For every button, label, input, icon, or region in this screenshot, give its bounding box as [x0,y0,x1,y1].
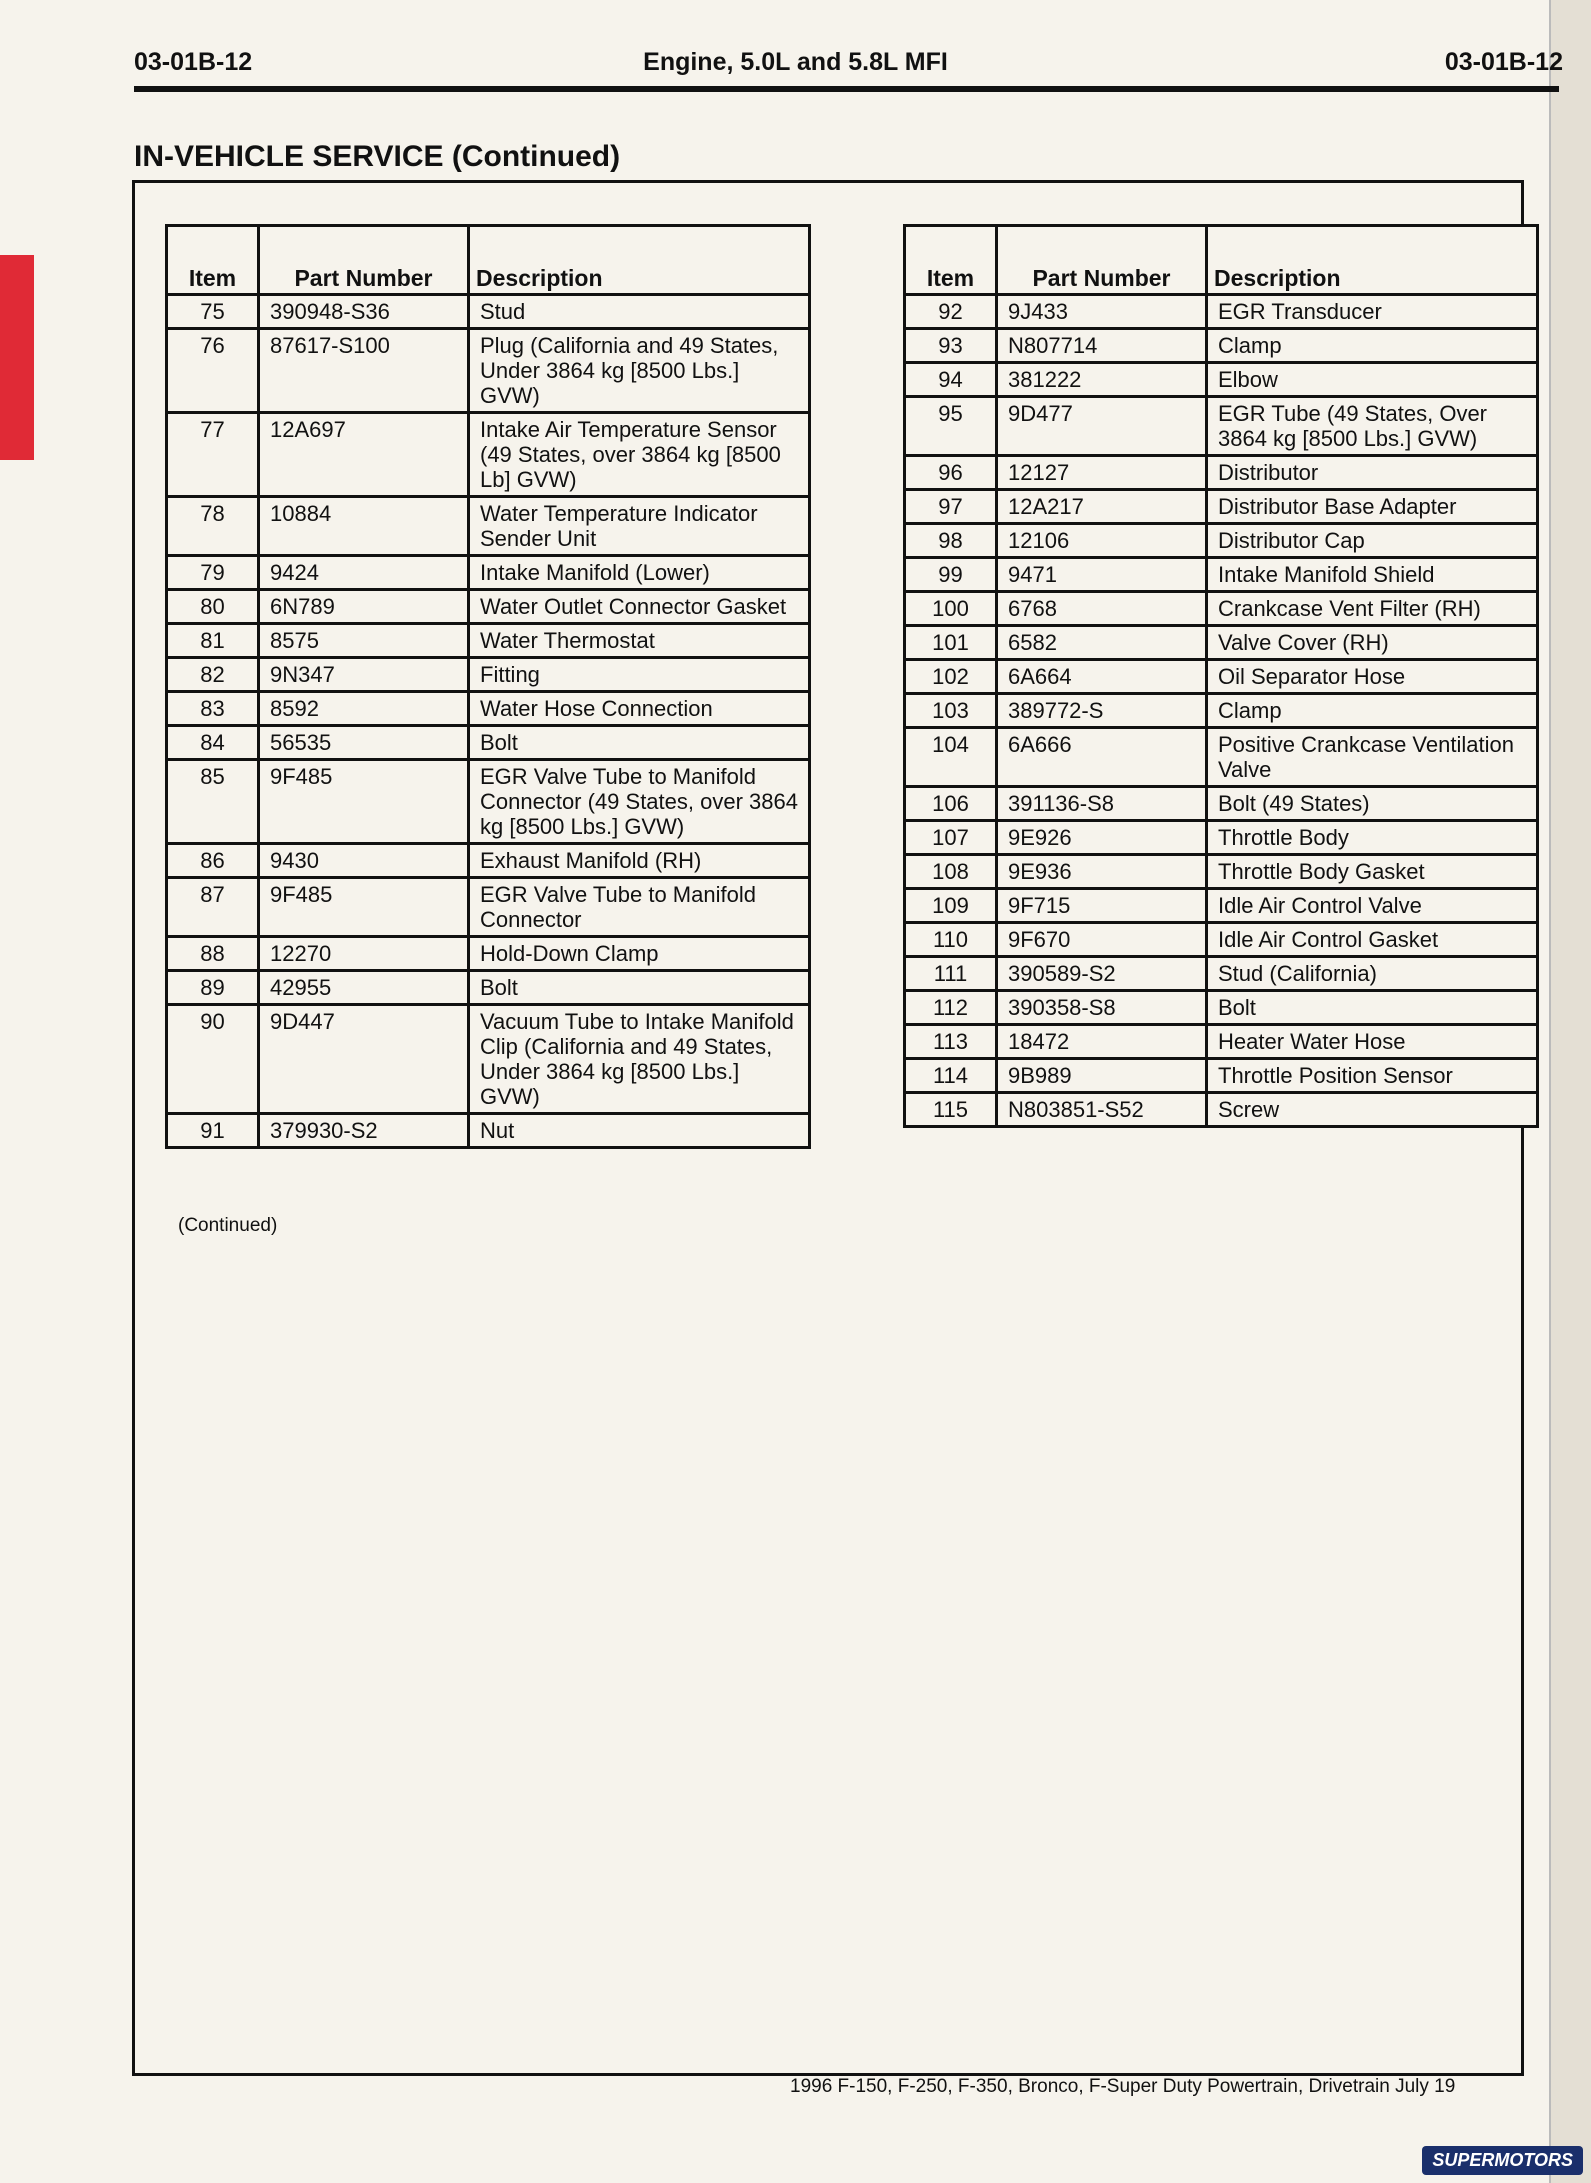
part-number-cell: 9F485 [259,760,469,844]
table-row [905,397,1538,456]
item-cell: 101 [905,626,997,660]
item-cell: 114 [905,1059,997,1093]
table-row [905,694,1538,728]
description-cell: Distributor [1207,456,1538,490]
item-cell: 75 [167,295,259,329]
part-number-cell: 42955 [259,971,469,1005]
part-number-cell: 390358-S8 [997,991,1207,1025]
description-cell: Vacuum Tube to Intake Manifold Clip (California and 49 States, Under 3864 kg [8500 Lbs.] GVW) [469,1005,810,1114]
description-cell: Intake Air Temperature Sensor (49 States, over 3864 kg [8500 Lb] GVW) [469,413,810,497]
description-cell: Idle Air Control Gasket [1207,923,1538,957]
part-number-cell: 390589-S2 [997,957,1207,991]
part-number-cell: 9F670 [997,923,1207,957]
item-cell: 89 [167,971,259,1005]
part-number-cell: 9D477 [997,397,1207,456]
table-row [905,592,1538,626]
item-cell: 77 [167,413,259,497]
table-row [905,363,1538,397]
description-cell: EGR Valve Tube to Manifold Connector [469,878,810,937]
item-cell: 115 [905,1093,997,1127]
description-cell: Exhaust Manifold (RH) [469,844,810,878]
part-number-cell: 6582 [997,626,1207,660]
description-cell: Plug (California and 49 States, Under 3864 kg [8500 Lbs.] GVW) [469,329,810,413]
description-cell: EGR Valve Tube to Manifold Connector (49 States, over 3864 kg [8500 Lbs.] GVW) [469,760,810,844]
description-cell: Screw [1207,1093,1538,1127]
description-cell: Bolt [469,726,810,760]
table-row [167,937,810,971]
part-number-cell: 381222 [997,363,1207,397]
parts-table-left [165,224,811,1149]
table-row [167,295,810,329]
description-cell: Valve Cover (RH) [1207,626,1538,660]
description-cell: Water Hose Connection [469,692,810,726]
part-number-cell: 9B989 [997,1059,1207,1093]
item-cell: 94 [905,363,997,397]
site-watermark-logo: SUPERMOTORS [1422,2146,1583,2175]
table-row [167,658,810,692]
item-cell: 78 [167,497,259,556]
item-cell: 99 [905,558,997,592]
part-number-cell: N803851-S52 [997,1093,1207,1127]
table-row [905,329,1538,363]
item-cell: 86 [167,844,259,878]
description-cell: Heater Water Hose [1207,1025,1538,1059]
description-cell: Intake Manifold Shield [1207,558,1538,592]
part-number-cell: 9J433 [997,295,1207,329]
part-number-cell: 389772-S [997,694,1207,728]
table-row [905,295,1538,329]
item-cell: 85 [167,760,259,844]
item-cell: 80 [167,590,259,624]
description-cell: Intake Manifold (Lower) [469,556,810,590]
table-row [167,692,810,726]
part-number-cell: 18472 [997,1025,1207,1059]
part-number-cell: 9F715 [997,889,1207,923]
table-row [905,787,1538,821]
table-row [905,991,1538,1025]
description-cell: Water Temperature Indicator Sender Unit [469,497,810,556]
column-header-description: Description [469,226,810,295]
part-number-cell: 10884 [259,497,469,556]
part-number-cell: 9D447 [259,1005,469,1114]
description-cell: Throttle Position Sensor [1207,1059,1538,1093]
table-row [167,878,810,937]
table-row [905,1025,1538,1059]
table-row [905,558,1538,592]
table-row [905,957,1538,991]
description-cell: Clamp [1207,694,1538,728]
item-cell: 104 [905,728,997,787]
table-row [167,1005,810,1114]
item-cell: 111 [905,957,997,991]
item-cell: 95 [905,397,997,456]
parts-table-right [903,224,1539,1128]
table-row [905,1059,1538,1093]
item-cell: 81 [167,624,259,658]
description-cell: Nut [469,1114,810,1148]
part-number-cell: 12270 [259,937,469,971]
description-cell: Stud (California) [1207,957,1538,991]
table-row [167,590,810,624]
part-number-cell: 390948-S36 [259,295,469,329]
header-page-number-left: 03-01B-12 [134,48,253,76]
item-cell: 112 [905,991,997,1025]
item-cell: 79 [167,556,259,590]
table-row [167,971,810,1005]
part-number-cell: 9424 [259,556,469,590]
table-row [905,728,1538,787]
item-cell: 82 [167,658,259,692]
item-cell: 100 [905,592,997,626]
part-number-cell: 6N789 [259,590,469,624]
description-cell: Distributor Cap [1207,524,1538,558]
item-cell: 96 [905,456,997,490]
description-cell: Bolt (49 States) [1207,787,1538,821]
description-cell: Throttle Body [1207,821,1538,855]
part-number-cell: 6A666 [997,728,1207,787]
table-row [905,490,1538,524]
item-cell: 97 [905,490,997,524]
item-cell: 98 [905,524,997,558]
description-cell: Idle Air Control Valve [1207,889,1538,923]
description-cell: Bolt [1207,991,1538,1025]
header-title: Engine, 5.0L and 5.8L MFI [643,48,948,76]
part-number-cell: 12127 [997,456,1207,490]
table-row [905,821,1538,855]
continued-note: (Continued) [178,1215,278,1236]
table-row [905,855,1538,889]
table-row [167,329,810,413]
part-number-cell: 9E926 [997,821,1207,855]
part-number-cell: 12A217 [997,490,1207,524]
description-cell: Fitting [469,658,810,692]
item-cell: 102 [905,660,997,694]
description-cell: Distributor Base Adapter [1207,490,1538,524]
description-cell: Crankcase Vent Filter (RH) [1207,592,1538,626]
description-cell: Oil Separator Hose [1207,660,1538,694]
part-number-cell: 9471 [997,558,1207,592]
item-cell: 93 [905,329,997,363]
part-number-cell: 56535 [259,726,469,760]
table-row [905,923,1538,957]
description-cell: Throttle Body Gasket [1207,855,1538,889]
part-number-cell: 9E936 [997,855,1207,889]
table-row [905,524,1538,558]
item-cell: 106 [905,787,997,821]
column-header-part-number: Part Number [997,226,1207,295]
description-cell: Clamp [1207,329,1538,363]
table-row [167,413,810,497]
header-rule [134,86,1559,92]
item-cell: 109 [905,889,997,923]
item-cell: 87 [167,878,259,937]
item-cell: 83 [167,692,259,726]
table-header-row [905,226,1538,295]
header-page-number-right: 03-01B-12 [1444,48,1563,76]
table-header-row [167,226,810,295]
item-cell: 91 [167,1114,259,1148]
part-number-cell: 6768 [997,592,1207,626]
part-number-cell: 12A697 [259,413,469,497]
part-number-cell: 391136-S8 [997,787,1207,821]
part-number-cell: 6A664 [997,660,1207,694]
item-cell: 107 [905,821,997,855]
table-row [167,624,810,658]
description-cell: Water Thermostat [469,624,810,658]
page-edge [1549,0,1591,2183]
item-cell: 103 [905,694,997,728]
item-cell: 110 [905,923,997,957]
part-number-cell: 8575 [259,624,469,658]
item-cell: 113 [905,1025,997,1059]
column-header-description: Description [1207,226,1538,295]
item-cell: 108 [905,855,997,889]
section-title: IN-VEHICLE SERVICE (Continued) [134,140,621,173]
table-row [167,726,810,760]
item-cell: 90 [167,1005,259,1114]
description-cell: EGR Transducer [1207,295,1538,329]
section-tab [0,255,34,460]
part-number-cell: 379930-S2 [259,1114,469,1148]
table-row [905,456,1538,490]
table-row [167,760,810,844]
table-row [167,497,810,556]
part-number-cell: 9N347 [259,658,469,692]
description-cell: Positive Crankcase Ventilation Valve [1207,728,1538,787]
item-cell: 92 [905,295,997,329]
description-cell: Water Outlet Connector Gasket [469,590,810,624]
column-header-item: Item [905,226,997,295]
item-cell: 88 [167,937,259,971]
description-cell: Stud [469,295,810,329]
part-number-cell: 9430 [259,844,469,878]
item-cell: 84 [167,726,259,760]
description-cell: EGR Tube (49 States, Over 3864 kg [8500 Lbs.] GVW) [1207,397,1538,456]
description-cell: Elbow [1207,363,1538,397]
table-row [905,889,1538,923]
table-row [905,1093,1538,1127]
table-row [167,844,810,878]
table-row [167,556,810,590]
table-row [905,660,1538,694]
column-header-item: Item [167,226,259,295]
description-cell: Bolt [469,971,810,1005]
part-number-cell: 12106 [997,524,1207,558]
part-number-cell: N807714 [997,329,1207,363]
description-cell: Hold-Down Clamp [469,937,810,971]
page-footer: 1996 F-150, F-250, F-350, Bronco, F-Super Duty Powertrain, Drivetrain July 19 [790,2076,1456,2097]
part-number-cell: 8592 [259,692,469,726]
column-header-part-number: Part Number [259,226,469,295]
table-row [167,1114,810,1148]
part-number-cell: 87617-S100 [259,329,469,413]
part-number-cell: 9F485 [259,878,469,937]
table-row [905,626,1538,660]
item-cell: 76 [167,329,259,413]
